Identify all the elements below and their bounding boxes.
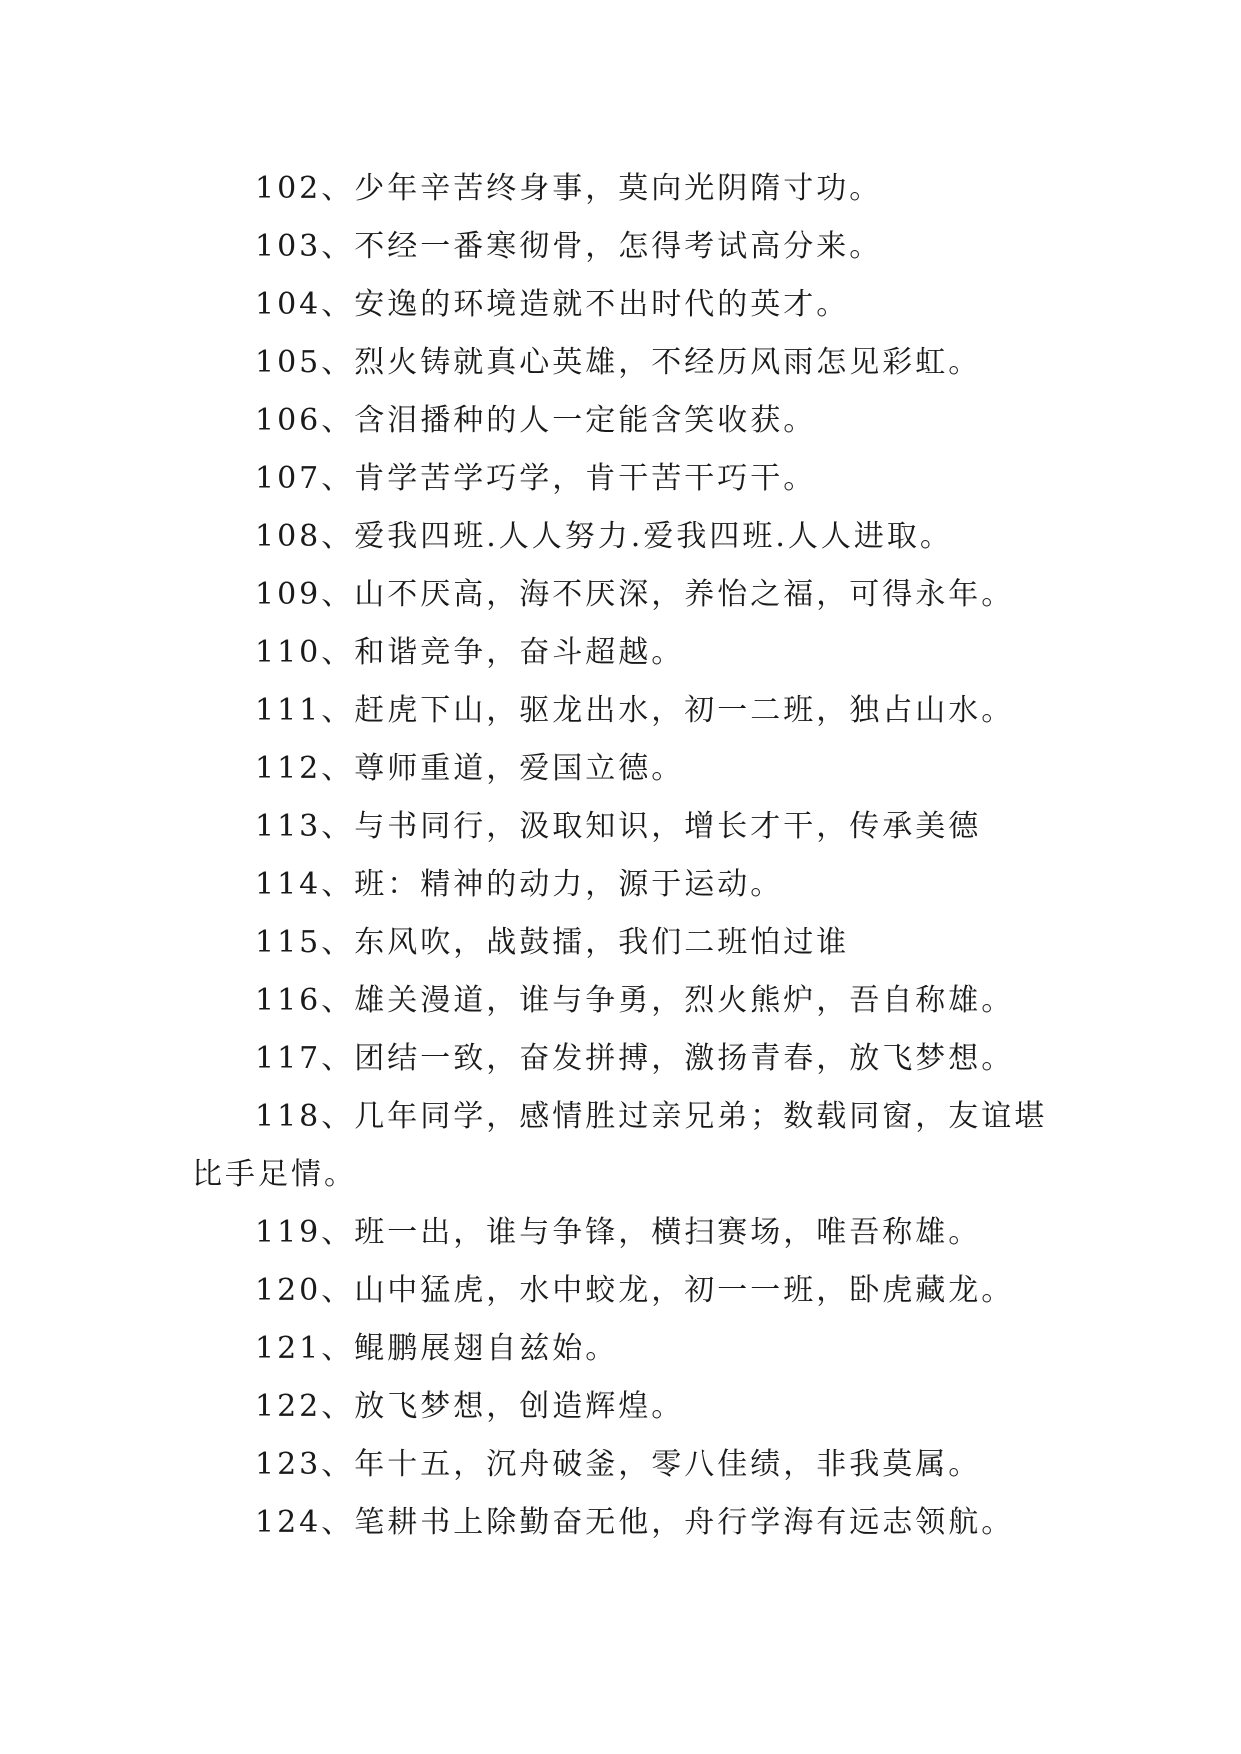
list-item: 122、放飞梦想，创造辉煌。 bbox=[255, 1389, 685, 1424]
list-item: 111、赶虎下山，驱龙出水，初一二班，独占山水。 bbox=[255, 693, 1015, 728]
list-item: 118、几年同学，感情胜过亲兄弟；数载同窗，友谊堪比手足情。 bbox=[192, 1099, 1048, 1192]
list-item: 121、鲲鹏展翅自兹始。 bbox=[255, 1331, 619, 1366]
list-item: 107、肯学苦学巧学，肯干苦干巧干。 bbox=[255, 461, 817, 496]
slogan-list bbox=[192, 160, 1052, 1552]
list-item: 120、山中猛虎，水中蛟龙，初一一班，卧虎藏龙。 bbox=[255, 1273, 1015, 1308]
list-item: 108、爱我四班.人人努力.爱我四班.人人进取。 bbox=[255, 519, 953, 554]
list-item: 105、烈火铸就真心英雄，不经历风雨怎见彩虹。 bbox=[255, 345, 982, 380]
list-item: 110、和谐竞争，奋斗超越。 bbox=[255, 635, 685, 670]
list-item: 114、班：精神的动力，源于运动。 bbox=[255, 867, 784, 902]
list-item: 103、不经一番寒彻骨，怎得考试高分来。 bbox=[255, 229, 883, 264]
list-item: 102、少年辛苦终身事，莫向光阴隋寸功。 bbox=[255, 171, 883, 206]
list-item: 124、笔耕书上除勤奋无他，舟行学海有远志领航。 bbox=[255, 1505, 1015, 1540]
list-item: 106、含泪播种的人一定能含笑收获。 bbox=[255, 403, 817, 438]
list-item: 117、团结一致，奋发拼搏，激扬青春，放飞梦想。 bbox=[255, 1041, 1015, 1076]
list-item: 113、与书同行，汲取知识，增长才干，传承美德 bbox=[255, 809, 982, 844]
list-item: 104、安逸的环境造就不出时代的英才。 bbox=[255, 287, 850, 322]
list-item: 116、雄关漫道，谁与争勇，烈火熊炉，吾自称雄。 bbox=[255, 983, 1015, 1018]
list-item: 109、山不厌高，海不厌深，养怡之福，可得永年。 bbox=[255, 577, 1015, 612]
list-item: 123、年十五，沉舟破釜，零八佳绩，非我莫属。 bbox=[255, 1447, 982, 1482]
list-item: 112、尊师重道，爱国立德。 bbox=[255, 751, 685, 786]
list-item: 115、东风吹，战鼓擂，我们二班怕过谁 bbox=[255, 925, 850, 960]
list-item: 119、班一出，谁与争锋，横扫赛场，唯吾称雄。 bbox=[255, 1215, 982, 1250]
